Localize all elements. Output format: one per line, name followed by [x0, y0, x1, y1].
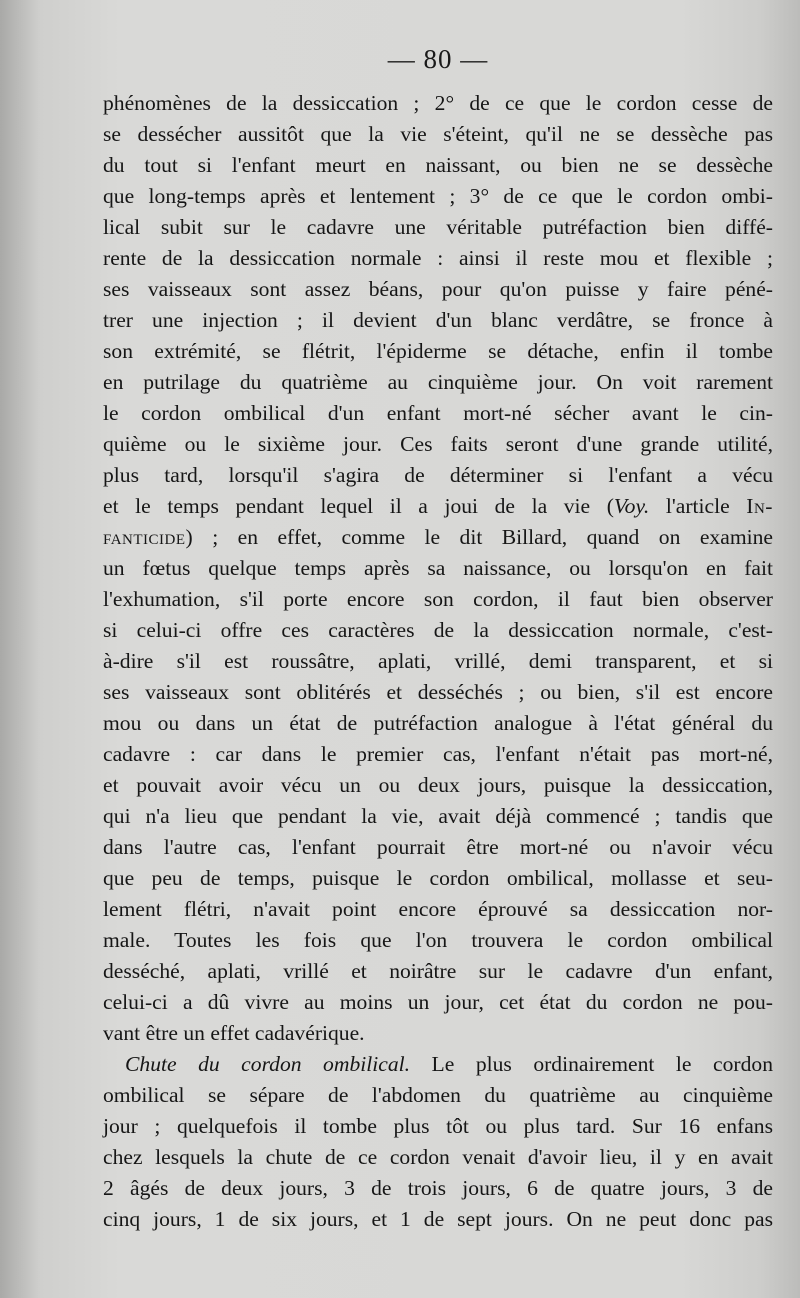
text-line: lical subit sur le cadavre une véritable putréfaction bien diffé-	[103, 215, 773, 239]
text-line: l'exhumation, s'il porte encore son cordon, il faut bien observer	[103, 587, 773, 611]
paragraph-chute-du-cordon	[103, 1049, 773, 1235]
text-line: ombilical se sépare de l'abdomen du quatrième au cinquième	[103, 1083, 773, 1107]
text-line: cadavre : car dans le premier cas, l'enfant n'était pas mort-né,	[103, 742, 773, 766]
text-line: qui n'a lieu que pendant la vie, avait déjà commencé ; tandis que	[103, 804, 773, 828]
body-text	[103, 88, 773, 1235]
text-line	[103, 522, 773, 553]
text-line: que long-temps après et lentement ; 3° de ce que le cordon ombi-	[103, 184, 773, 208]
paragraph-dessiccation	[103, 88, 773, 1049]
text-line: rente de la dessiccation normale : ainsi il reste mou et flexible ;	[103, 246, 773, 270]
text-line: quième ou le sixième jour. Ces faits seront d'une grande utilité,	[103, 432, 773, 456]
text-line: chez lesquels la chute de ce cordon venait d'avoir lieu, il y en avait	[103, 1145, 773, 1169]
text-line: du tout si l'enfant meurt en naissant, ou bien ne se dessèche	[103, 153, 773, 177]
text-line: cinq jours, 1 de six jours, et 1 de sept jours. On ne peut donc pas	[103, 1207, 773, 1231]
text-line: mou ou dans un état de putréfaction analogue à l'état général du	[103, 711, 773, 735]
text-line: dans l'autre cas, l'enfant pourrait être mort-né ou n'avoir vécu	[103, 835, 773, 859]
text-segment: Le plus ordinairement le cordon	[410, 1052, 773, 1076]
text-line: en putrilage du quatrième au cinquième jour. On voit rarement	[103, 370, 773, 394]
text-line: à-dire s'il est roussâtre, aplati, vrillé, demi transparent, et si	[103, 649, 773, 673]
section-heading: Chute du cordon ombilical.	[125, 1052, 411, 1076]
text-line: desséché, aplati, vrillé et noirâtre sur le cadavre d'un enfant,	[103, 959, 773, 983]
text-line: son extrémité, se flétrit, l'épiderme se détache, enfin il tombe	[103, 339, 773, 363]
article-title: In-	[746, 494, 773, 518]
text-line: et pouvait avoir vécu un ou deux jours, puisque la dessiccation,	[103, 773, 773, 797]
text-line: vant être un effet cadavérique.	[103, 1021, 365, 1045]
text-line: ses vaisseaux sont assez béans, pour qu'on puisse y faire péné-	[103, 277, 773, 301]
cross-reference: Voy.	[613, 494, 650, 518]
text-line: se dessécher aussitôt que la vie s'éteint, qu'il ne se dessèche pas	[103, 122, 773, 146]
text-line	[103, 1049, 773, 1080]
text-line: lement flétri, n'avait point encore éprouvé sa dessiccation nor-	[103, 897, 773, 921]
text-segment: et le temps pendant lequel il a joui de la vie (	[103, 494, 614, 518]
text-segment: l'article	[649, 494, 747, 518]
text-line: phénomènes de la dessiccation ; 2° de ce que le cordon cesse de	[103, 91, 773, 115]
text-line: un fœtus quelque temps après sa naissance, ou lorsqu'on en fait	[103, 556, 773, 580]
article-title: fanticide	[103, 525, 186, 549]
text-line: ses vaisseaux sont oblitérés et desséchés ; ou bien, s'il est encore	[103, 680, 773, 704]
text-line: male. Toutes les fois que l'on trouvera le cordon ombilical	[103, 928, 773, 952]
text-line: le cordon ombilical d'un enfant mort-né sécher avant le cin-	[103, 401, 773, 425]
text-line: celui-ci a dû vivre au moins un jour, cet état du cordon ne pou-	[103, 990, 773, 1014]
text-line: que peu de temps, puisque le cordon ombilical, mollasse et seu-	[103, 866, 773, 890]
text-line	[103, 491, 773, 522]
text-line: 2 âgés de deux jours, 3 de trois jours, 6 de quatre jours, 3 de	[103, 1176, 773, 1200]
text-line: plus tard, lorsqu'il s'agira de déterminer si l'enfant a vécu	[103, 463, 773, 487]
text-segment: ) ; en effet, comme le dit Billard, quand on examine	[185, 525, 773, 549]
page-number: — 80 —	[387, 44, 489, 74]
text-line: trer une injection ; il devient d'un blanc verdâtre, se fronce à	[103, 308, 773, 332]
text-line: si celui-ci offre ces caractères de la dessiccation normale, c'est-	[103, 618, 773, 642]
text-line: jour ; quelquefois il tombe plus tôt ou plus tard. Sur 16 enfans	[103, 1114, 773, 1138]
